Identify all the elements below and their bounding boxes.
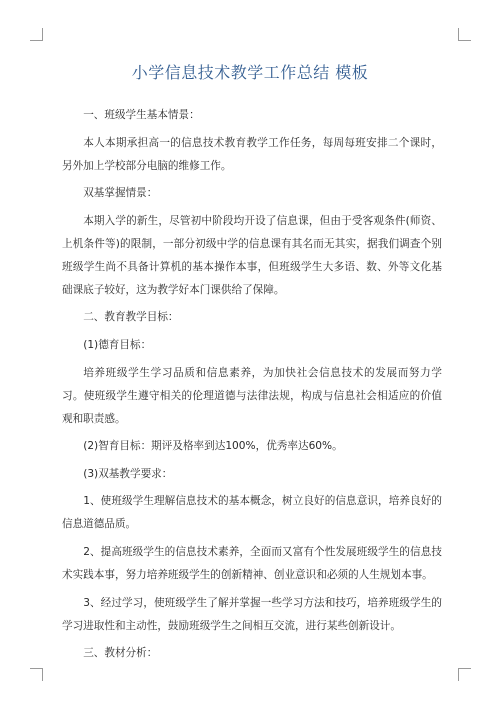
paragraph-workload: 本人本期承担高一的信息技术教育教学工作任务，每周每班安排二个课时，另外加上学校部分电脑的维修工作。	[62, 136, 442, 172]
subheading-basic-requirements: (3)双基教学要求：	[83, 467, 173, 480]
crop-mark-bottom-right	[458, 668, 471, 681]
subheading-basic-skills: 双基掌握情景：	[83, 187, 158, 200]
list-item-requirement-1: 1、使班级学生理解信息技术的基本概念，树立良好的信息意识，培养良好的信息道德品质。	[62, 495, 442, 531]
subheading-moral-goals: (1)德育目标：	[83, 338, 152, 351]
list-item-requirement-3: 3、经过学习，使班级学生了解并掌握一些学习方法和技巧，培养班级学生的学习进取性和主动性，鼓励班级学生之间相互交流，进行某些创新设计。	[62, 596, 442, 632]
paragraph-intellectual-goals: (2)智育目标：期评及格率到达100%，优秀率达60%。	[83, 440, 343, 453]
paragraph-moral-goals: 培养班级学生学习品质和信息素养，为加快社会信息技术的发展而努力学习。使班级学生遵守相关的伦理道德与法律法规，构成与信息社会相适应的价值观和职责感。	[62, 366, 442, 425]
list-item-requirement-2: 2、提高班级学生的信息技术素养，全面而又富有个性发展班级学生的信息技术实践本事，努力培养班级学生的创新精神、创业意识和必须的人生规划本事。	[62, 545, 442, 581]
document-body	[62, 104, 442, 665]
document-title: 小学信息技术教学工作总结 模板	[131, 63, 369, 82]
crop-mark-bottom-left	[30, 668, 43, 681]
crop-mark-top-left	[30, 28, 43, 41]
section-heading-textbook-analysis: 三、教材分析：	[83, 647, 158, 660]
section-heading-teaching-goals: 二、教育教学目标：	[83, 311, 179, 324]
paragraph-new-students: 本期入学的新生，尽管初中阶段均开设了信息课，但由于受客观条件(师资、上机条件等)的限制，一部分初级中学的信息课有其名而无其实，据我们调查个别班级学生尚不具备计算机的基本操作本事，但班级学生大多语、数、外等文化基础课底子较好，这为教学好本门课供给了保障。	[62, 214, 442, 296]
crop-mark-top-right	[458, 28, 471, 41]
section-heading-class-situation: 一、班级学生基本情景：	[83, 109, 200, 121]
